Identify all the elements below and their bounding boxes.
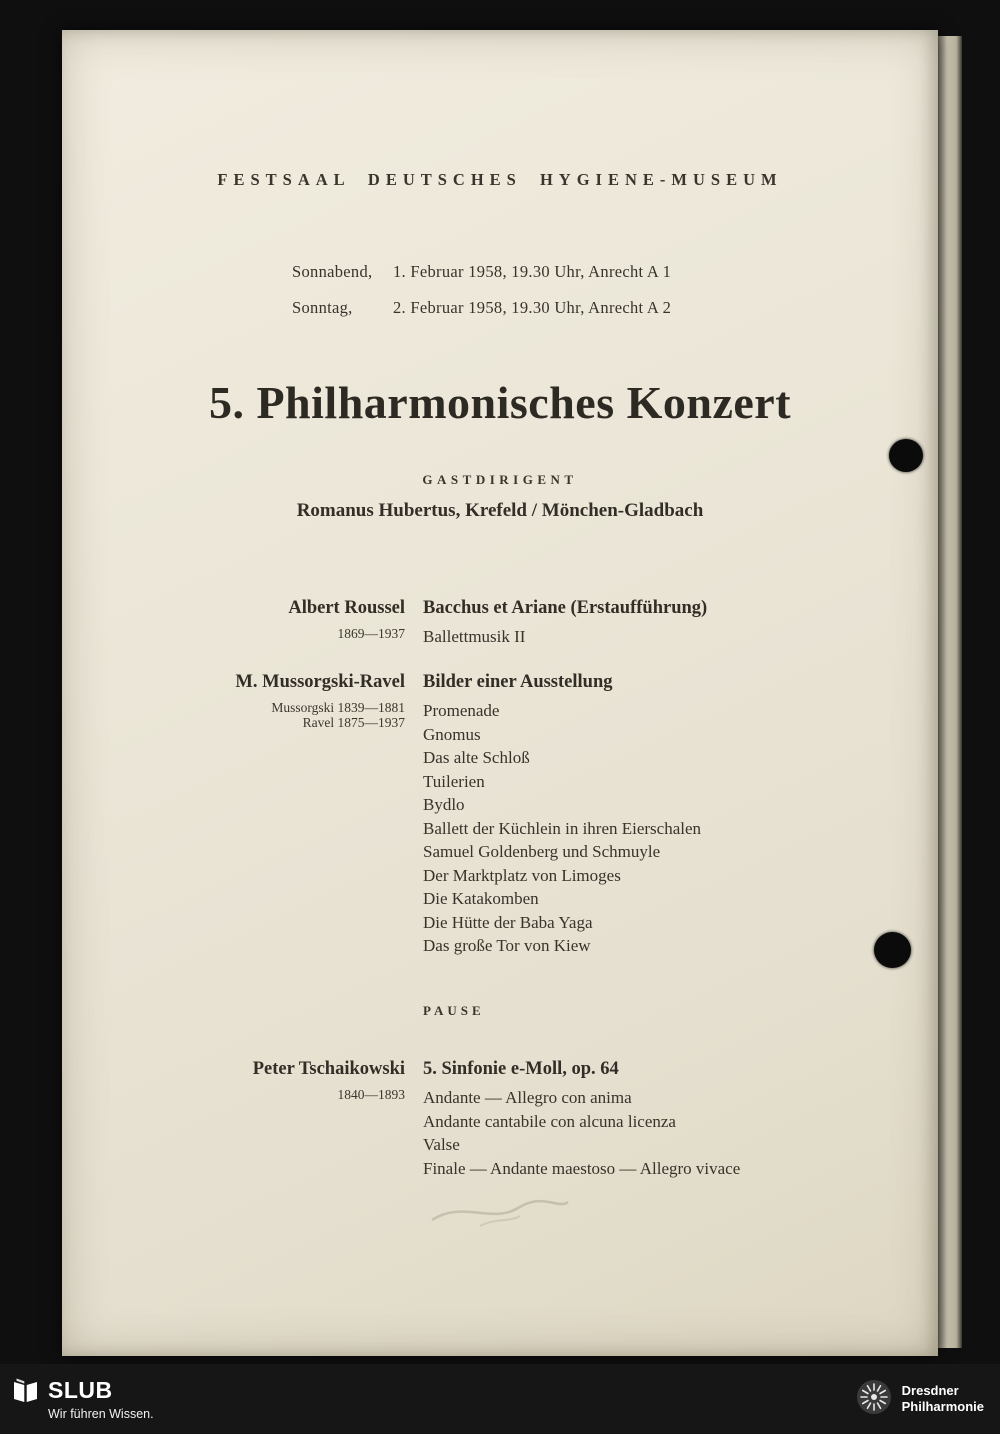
program-entry-right <box>423 670 898 958</box>
life-dates-line: 1869—1937 <box>337 626 405 641</box>
work-title: Bacchus et Ariane (Erstaufführung) <box>423 598 708 618</box>
program-entry <box>90 670 898 958</box>
dresdner-philharmonie-text <box>902 1383 984 1415</box>
composer-name: M. Mussorgski-Ravel <box>235 672 405 692</box>
movement: Das große Tor von Kiew <box>423 936 591 955</box>
composer-name: Albert Roussel <box>288 598 405 618</box>
programme-page <box>62 30 938 1356</box>
date-block <box>292 254 671 326</box>
slub-text <box>48 1377 154 1421</box>
dresdner-philharmonie-logo-block[interactable] <box>856 1379 984 1420</box>
life-dates-line: 1840—1893 <box>337 1087 405 1102</box>
movement: Bydlo <box>423 795 465 814</box>
movement: Valse <box>423 1135 460 1154</box>
movement: Ballettmusik II <box>423 627 526 646</box>
program-entry-right <box>423 1057 898 1180</box>
movement: Die Katakomben <box>423 889 539 908</box>
punch-hole <box>889 439 923 472</box>
program-entry <box>90 596 898 649</box>
date-day: Sonnabend, <box>292 262 373 281</box>
date-day: Sonntag, <box>292 298 353 317</box>
slub-name: SLUB <box>48 1377 113 1403</box>
life-dates <box>90 626 405 641</box>
movement-list <box>423 625 898 649</box>
pencil-smudge <box>420 1178 580 1238</box>
life-dates-line: Ravel 1875—1937 <box>302 715 405 730</box>
conductor-heading: GASTDIRIGENT <box>422 472 578 487</box>
date-details: 1. Februar 1958, 19.30 Uhr, Anrecht A 1 <box>393 262 672 281</box>
page-edge <box>936 36 962 1348</box>
work-title: Bilder einer Ausstellung <box>423 672 613 692</box>
venue-heading: FESTSAAL DEUTSCHES HYGIENE-MUSEUM <box>217 170 783 189</box>
movement: Andante — Allegro con anima <box>423 1088 632 1107</box>
movement: Der Marktplatz von Limoges <box>423 865 621 885</box>
program-entry-left <box>90 670 405 958</box>
partner-line1: Dresdner <box>901 1383 959 1398</box>
intermission-label: PAUSE <box>423 1003 485 1018</box>
slub-logo-icon <box>12 1377 39 1409</box>
movement: Andante cantabile con alcuna licenza <box>423 1111 676 1131</box>
program-entry <box>90 1057 898 1180</box>
life-dates <box>90 700 405 730</box>
concert-title: 5. Philharmonisches Konzert <box>208 377 792 428</box>
date-line <box>292 254 671 290</box>
program-entry-right <box>423 596 898 649</box>
movement: Die Hütte der Baba Yaga <box>423 912 593 932</box>
composer-name: Peter Tschaikowski <box>252 1059 405 1079</box>
movement: Das alte Schloß <box>423 748 530 767</box>
movement-list <box>423 699 898 958</box>
date-line <box>292 290 671 326</box>
program-entry-left <box>90 596 405 649</box>
dresdner-philharmonie-logo-icon <box>856 1379 892 1420</box>
movement: Samuel Goldenberg und Schmuyle <box>423 842 661 861</box>
movement: Tuilerien <box>423 771 485 791</box>
slub-logo-block[interactable] <box>12 1377 154 1421</box>
program-entry-left <box>90 1057 405 1180</box>
life-dates-line: Mussorgski 1839—1881 <box>271 700 405 715</box>
movement: Finale — Andante maestoso — Allegro vivace <box>423 1158 741 1178</box>
life-dates <box>90 1087 405 1102</box>
movement-list <box>423 1086 898 1180</box>
partner-line2: Philharmonie <box>901 1399 984 1414</box>
movement: Promenade <box>423 701 500 720</box>
punch-hole <box>874 932 911 968</box>
date-details: 2. Februar 1958, 19.30 Uhr, Anrecht A 2 <box>393 298 672 317</box>
work-title: 5. Sinfonie e-Moll, op. 64 <box>423 1059 619 1079</box>
conductor-name: Romanus Hubertus, Krefeld / Mönchen-Gladbach <box>296 500 704 521</box>
viewer-footer <box>0 1364 1000 1434</box>
slub-tagline: Wir führen Wissen. <box>48 1407 154 1421</box>
movement: Gnomus <box>423 724 481 744</box>
movement: Ballett der Küchlein in ihren Eierschalen <box>423 818 702 838</box>
